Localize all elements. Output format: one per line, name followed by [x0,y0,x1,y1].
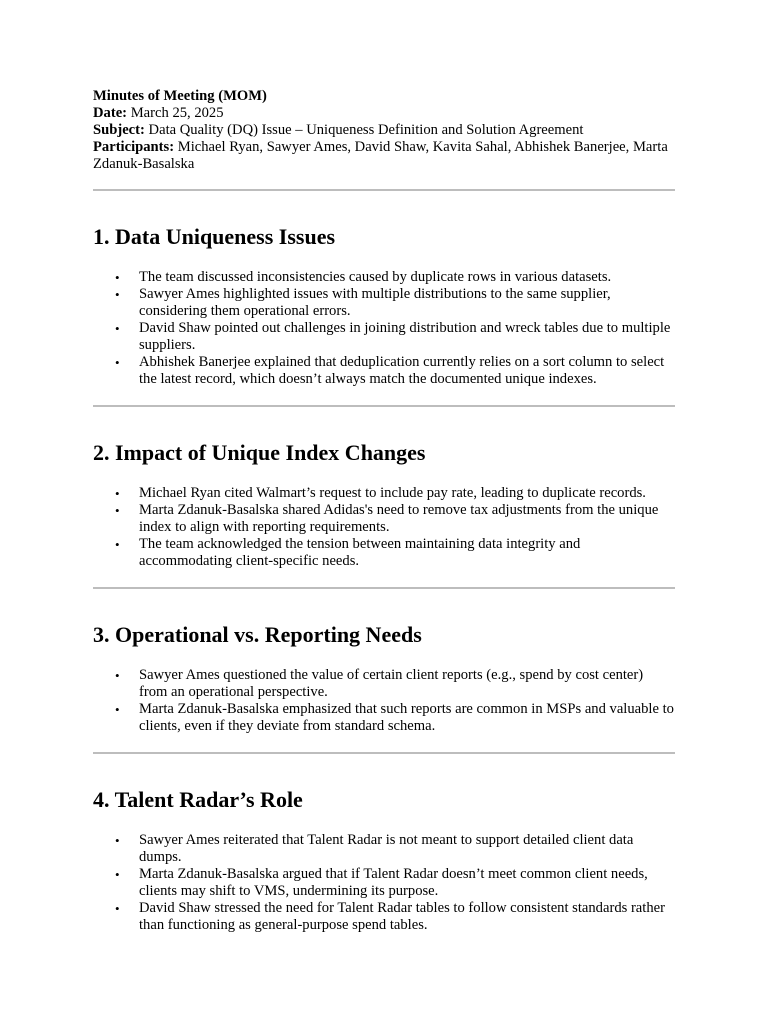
divider [93,752,675,754]
section-heading: 1. Data Uniqueness Issues [93,224,336,249]
list-item: • Sawyer Ames highlighted issues with multiple distributions to the same supplier, considering them operational errors. [139,286,675,320]
meeting-header [93,88,675,173]
subject-value: Data Quality (DQ) Issue – Uniqueness Definition and Solution Agreement [148,122,584,138]
divider [93,587,675,589]
date-value: March 25, 2025 [130,105,224,121]
bullet-list [93,667,675,735]
meeting-date-row [93,105,675,122]
divider [93,405,675,407]
bullet-list [93,269,675,388]
list-item: • David Shaw stressed the need for Talent Radar tables to follow consistent standards rather than functioning as general-purpose spend tables. [139,900,675,934]
participants-label: Participants: [93,139,175,155]
meeting-participants-row [93,139,675,173]
meeting-title-row [93,88,675,105]
subject-label: Subject: [93,122,145,138]
section-talent-radar-role [93,787,675,934]
list-item: • Marta Zdanuk-Basalska emphasized that such reports are common in MSPs and valuable to clients, even if they deviate from standard schema. [139,701,675,735]
date-label: Date: [93,105,128,121]
meeting-title: Minutes of Meeting (MOM) [93,88,267,104]
section-heading: 3. Operational vs. Reporting Needs [93,622,422,647]
list-item: • The team discussed inconsistencies caused by duplicate rows in various datasets. [139,269,675,286]
list-item: • Michael Ryan cited Walmart’s request to include pay rate, leading to duplicate records. [139,485,675,502]
divider [93,189,675,191]
meeting-subject-row [93,122,675,139]
section-data-uniqueness [93,224,675,407]
participants-value: Michael Ryan, Sawyer Ames, David Shaw, Kavita Sahal, Abhishek Banerjee, Marta Zdanuk-Basalska [93,139,668,172]
list-item: • Sawyer Ames questioned the value of certain client reports (e.g., spend by cost center) from an operational perspective. [139,667,675,701]
list-item: • The team acknowledged the tension between maintaining data integrity and accommodating client-specific needs. [139,536,675,570]
bullet-list [93,832,675,934]
section-heading: 2. Impact of Unique Index Changes [93,440,426,465]
list-item: • Abhishek Banerjee explained that deduplication currently relies on a sort column to select the latest record, which doesn’t always match the documented unique indexes. [139,354,675,388]
list-item: • Marta Zdanuk-Basalska shared Adidas's need to remove tax adjustments from the unique index to align with reporting requirements. [139,502,675,536]
section-operational-vs-reporting [93,622,675,754]
list-item: • Sawyer Ames reiterated that Talent Radar is not meant to support detailed client data dumps. [139,832,675,866]
list-item: • David Shaw pointed out challenges in joining distribution and wreck tables due to multiple suppliers. [139,320,675,354]
section-heading: 4. Talent Radar’s Role [93,787,303,812]
list-item: • Marta Zdanuk-Basalska argued that if Talent Radar doesn’t meet common client needs, clients may shift to VMS, undermining its purpose. [139,866,675,900]
section-unique-index-changes [93,440,675,589]
bullet-list [93,485,675,570]
